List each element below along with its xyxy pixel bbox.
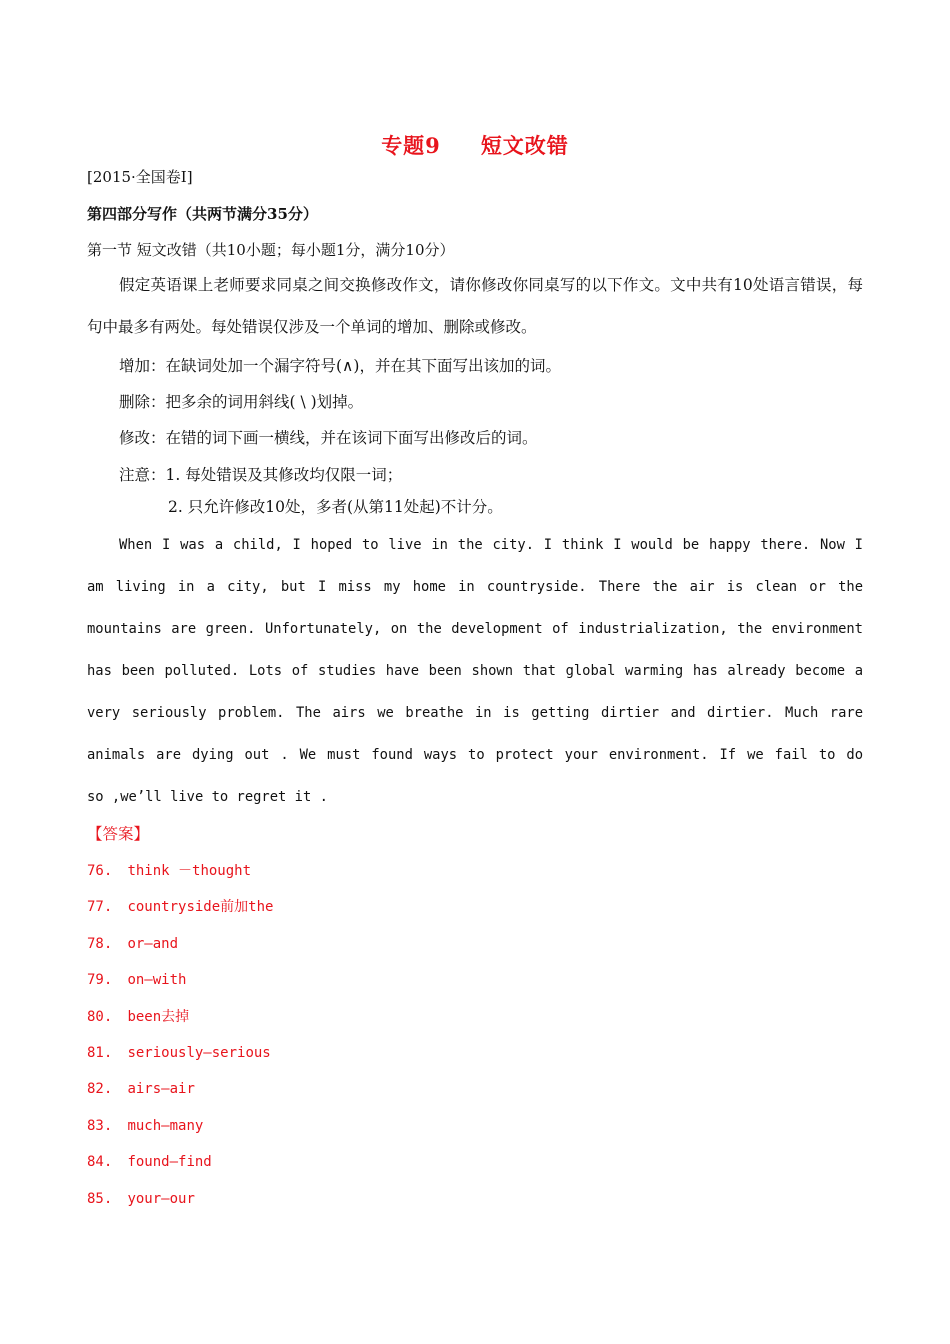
answer-text: on—with bbox=[127, 972, 187, 989]
essay-passage bbox=[87, 524, 863, 818]
source-label: [2015·全国卷Ⅰ] bbox=[87, 168, 193, 186]
essay-line: animals are dying out . We must found ways to protect your environment. If we fail to do bbox=[87, 747, 863, 763]
answer-number: 83. bbox=[87, 1117, 113, 1134]
answer-item bbox=[87, 1181, 273, 1217]
answer-item bbox=[87, 1071, 273, 1107]
instruction-modify: 修改：在错的词下画一横线，并在该词下面写出修改后的词。 bbox=[119, 429, 538, 447]
essay-line: mountains are green. Unfortunately, on the development of industrialization, the environment bbox=[87, 621, 863, 637]
subsection-heading: 第一节 短文改错（共10小题；每小题1分，满分10分） bbox=[87, 241, 455, 259]
answer-text: airs—air bbox=[127, 1081, 195, 1098]
answer-text: found—find bbox=[127, 1154, 212, 1171]
answer-text: much—many bbox=[127, 1117, 204, 1134]
answer-text: been去掉 bbox=[127, 1008, 190, 1025]
answer-text: countryside前加the bbox=[127, 899, 274, 916]
answer-number: 80. bbox=[87, 1008, 113, 1025]
section-heading: 第四部分写作（共两节满分35分） bbox=[87, 205, 318, 223]
instruction-add: 增加：在缺词处加一个漏字符号(∧)，并在其下面写出该加的词。 bbox=[119, 357, 561, 375]
answer-number: 76. bbox=[87, 863, 113, 879]
answer-number: 85. bbox=[87, 1190, 113, 1207]
essay-line: so ,we’ll live to regret it . bbox=[87, 789, 328, 805]
instruction-note-1: 注意：1. 每处错误及其修改均仅限一词； bbox=[119, 466, 403, 484]
title-subject: 短文改错 bbox=[480, 133, 569, 158]
answer-item bbox=[87, 999, 273, 1035]
answer-number: 81. bbox=[87, 1044, 113, 1061]
answer-item bbox=[87, 1108, 273, 1144]
answer-number: 78. bbox=[87, 935, 113, 952]
title-topic: 专题9 bbox=[381, 133, 441, 158]
answer-item bbox=[87, 889, 273, 925]
essay-line: am living in a city, but I miss my home in countryside. There the air is clean or the bbox=[87, 579, 863, 595]
answer-number: 77. bbox=[87, 899, 113, 916]
answer-text: think －thought bbox=[127, 863, 252, 879]
instructions-block bbox=[87, 264, 863, 348]
answer-item bbox=[87, 926, 273, 962]
essay-line: very seriously problem. The airs we breathe in is getting dirtier and dirtier. Much rare bbox=[87, 705, 863, 721]
answer-number: 82. bbox=[87, 1081, 113, 1098]
answer-text: your—our bbox=[127, 1190, 195, 1207]
answer-number: 79. bbox=[87, 972, 113, 989]
answer-text: or—and bbox=[127, 935, 179, 952]
instruction-delete: 删除：把多余的词用斜线( \ )划掉。 bbox=[119, 393, 364, 411]
answer-item bbox=[87, 1035, 273, 1071]
answer-item bbox=[87, 853, 273, 889]
essay-line: has been polluted. Lots of studies have been shown that global warming has already become a bbox=[87, 663, 863, 679]
answer-text: seriously—serious bbox=[127, 1044, 271, 1061]
essay-line: When I was a child, I hoped to live in the city. I think I would be happy there. Now I bbox=[119, 537, 863, 553]
answer-heading: 【答案】 bbox=[87, 825, 150, 843]
answer-item bbox=[87, 962, 273, 998]
instruction-note-2: 2. 只允许修改10处，多者(从第11处起)不计分。 bbox=[168, 498, 503, 516]
instructions-intro: 假定英语课上老师要求同桌之间交换修改作文，请你修改你同桌写的以下作文。文中共有10处语言错误，每句中最多有两处。每处错误仅涉及一个单词的增加、删除或修改。 bbox=[87, 276, 863, 336]
answer-list bbox=[87, 853, 273, 1217]
answer-item bbox=[87, 1144, 273, 1180]
answer-number: 84. bbox=[87, 1154, 113, 1171]
page-title bbox=[0, 130, 950, 160]
